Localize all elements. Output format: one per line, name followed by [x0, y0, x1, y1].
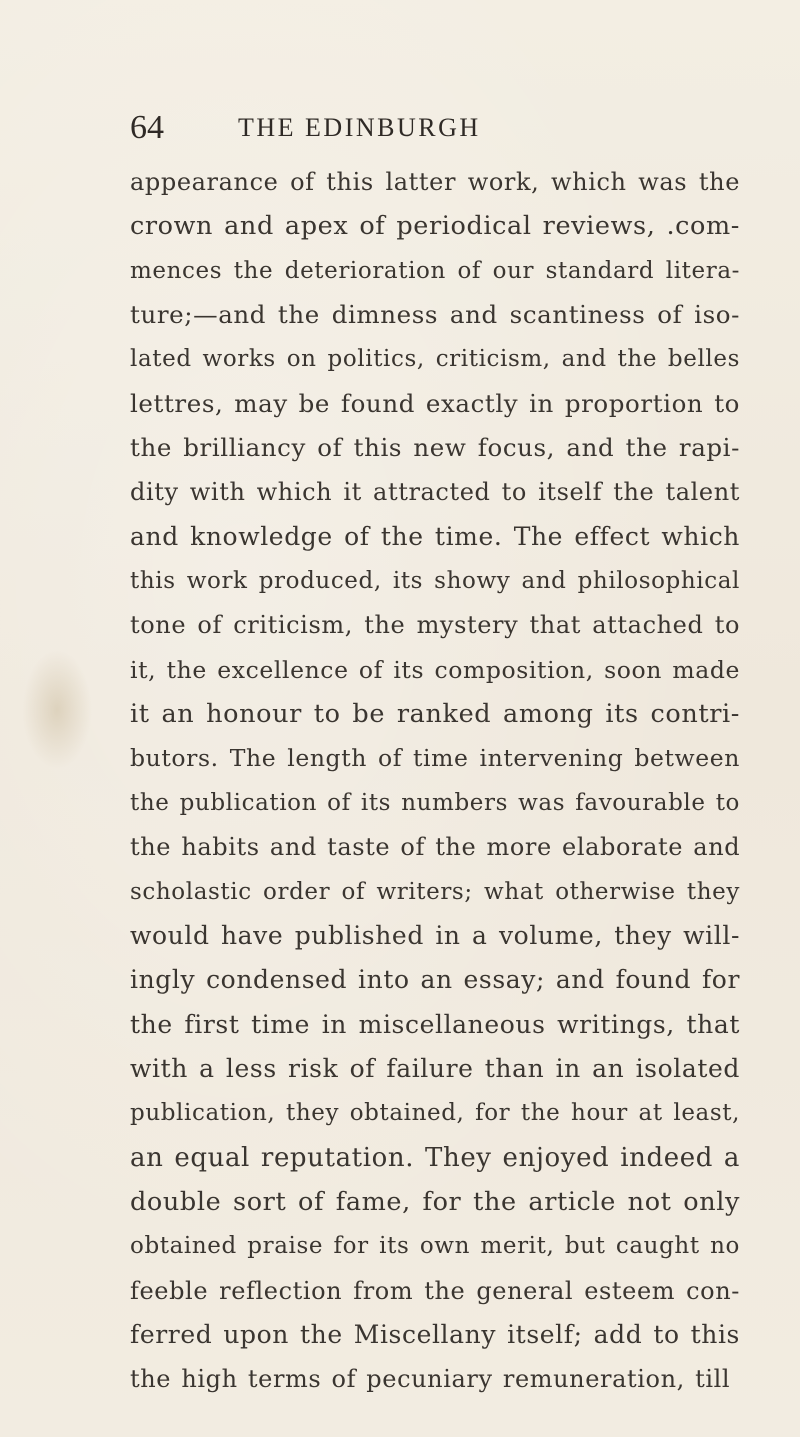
paper-stain [22, 650, 92, 770]
text-line: scholastic order of writers; what otherwise they [130, 878, 740, 905]
page-number: 64 [130, 109, 164, 146]
text-line: ture;—and the dimness and scantiness of iso- [130, 300, 740, 330]
text-line: mences the deterioration of our standard litera- [130, 257, 740, 284]
text-line: dity with which it attracted to itself the talent [130, 478, 740, 507]
text-line: double sort of fame, for the article not only [130, 1186, 740, 1217]
text-line: publication, they obtained, for the hour at least, [130, 1100, 740, 1127]
text-line: ingly condensed into an essay; and found for [130, 965, 740, 995]
text-line: an equal reputation. They enjoyed indeed a [130, 1142, 740, 1173]
text-line: the high terms of pecuniary remuneration, till [130, 1365, 731, 1394]
text-line: obtained praise for its own merit, but caught no [130, 1233, 740, 1260]
text-line: tone of criticism, the mystery that attached to [130, 611, 740, 640]
text-line: appearance of this latter work, which was the [130, 168, 740, 196]
page-header [130, 108, 730, 148]
text-line: the brilliancy of this new focus, and the rapi- [130, 433, 740, 463]
text-line: and knowledge of the time. The effect which [130, 521, 740, 551]
text-line: would have published in a volume, they will- [130, 920, 740, 950]
text-line: lettres, may be found exactly in proportion to [130, 388, 740, 418]
running-head: THE EDINBURGH [238, 113, 481, 142]
text-line: lated works on politics, criticism, and the belles [130, 346, 740, 373]
text-line: the first time in miscellaneous writings, that [130, 1009, 740, 1039]
text-line: feeble reflection from the general esteem con- [130, 1276, 740, 1305]
text-line: it, the excellence of its composition, soon made [130, 655, 740, 684]
text-line: crown and apex of periodical reviews, .com- [130, 211, 740, 242]
text-line: butors. The length of time intervening between [130, 744, 740, 773]
text-line: ferred upon the Miscellany itself; add to this [130, 1319, 740, 1349]
body-text [130, 160, 740, 1402]
text-line: with a less risk of failure than in an isolated [130, 1053, 740, 1083]
text-line: the publication of its numbers was favourable to [130, 789, 740, 816]
text-line: it an honour to be ranked among its contri- [130, 699, 740, 730]
text-line: the habits and taste of the more elaborate and [130, 833, 741, 862]
text-line: this work produced, its showy and philosophical [130, 568, 740, 595]
